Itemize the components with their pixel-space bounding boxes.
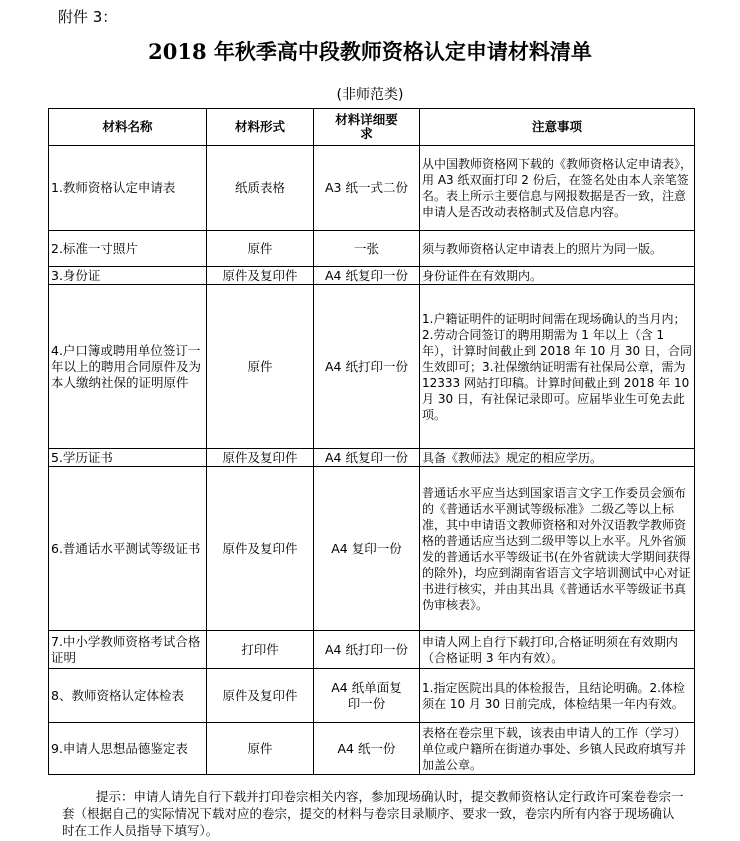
- material-name: 9.申请人思想品德鉴定表: [49, 723, 207, 775]
- page-title: 2018 年秋季高中段教师资格认定申请材料清单: [148, 39, 592, 64]
- material-name: 3.身份证: [49, 267, 207, 285]
- material-note: 身份证件在有效期内。: [420, 267, 695, 285]
- material-name: 8、教师资格认定体检表: [49, 669, 207, 723]
- table-row: [49, 669, 695, 723]
- material-note: 具备《教师法》规定的相应学历。: [420, 449, 695, 467]
- table-row: [49, 267, 695, 285]
- material-note: 从中国教师资格网下载的《教师资格认定申请表》，用 A3 纸双面打印 2 份后，在签名处由本人亲笔签名。表上所示主要信息与网报数据是否一致，注意申请人是否改动表格制式及信息内容。: [420, 146, 695, 231]
- material-form: 原件及复印件: [207, 267, 314, 285]
- material-form: 纸质表格: [207, 146, 314, 231]
- material-requirement: A3 纸一式二份: [314, 146, 420, 231]
- header-material-form: 材料形式: [207, 109, 314, 146]
- material-requirement: A4 纸打印一份: [314, 631, 420, 669]
- material-name: 1.教师资格认定申请表: [49, 146, 207, 231]
- material-form: 打印件: [207, 631, 314, 669]
- table-row: [49, 231, 695, 267]
- material-name: 7.中小学教师资格考试合格证明: [49, 631, 207, 669]
- material-note: 须与教师资格认定申请表上的照片为同一版。: [420, 231, 695, 267]
- material-note: 普通话水平应当达到国家语言文字工作委员会颁布的《普通话水平测试等级标准》二级乙等以上标准，其中申请语文教师资格和对外汉语教学教师资格的普通话应当达到二级甲等以上水平。凡外省颁发的普通话水平等级证书(在外省就读大学期间获得的除外)，均应到湖南省语言文字培训测试中心对证书进行核实，并由其出具《普通话水平等级证书真伪审核表》。: [420, 467, 695, 631]
- material-note: 1.指定医院出具的体检报告，且结论明确。2.体检须在 10 月 30 日前完成，体检结果一年内有效。: [420, 669, 695, 723]
- header-material-name: 材料名称: [49, 109, 207, 146]
- material-form: 原件: [207, 285, 314, 449]
- material-requirement: A4 纸打印一份: [314, 285, 420, 449]
- material-name: 2.标准一寸照片: [49, 231, 207, 267]
- material-requirement: A4 纸一份: [314, 723, 420, 775]
- material-requirement: A4 纸复印一份: [314, 267, 420, 285]
- table-row: [49, 467, 695, 631]
- material-requirement: A4 纸复印一份: [314, 449, 420, 467]
- material-name: 6.普通话水平测试等级证书: [49, 467, 207, 631]
- material-note: 表格在卷宗里下载，该表由申请人的工作（学习）单位或户籍所在街道办事处、乡镇人民政府填写并加盖公章。: [420, 723, 695, 775]
- material-form: 原件: [207, 231, 314, 267]
- material-name: 4.户口簿或聘用单位签订一年以上的聘用合同原件及为本人缴纳社保的证明原件: [49, 285, 207, 449]
- material-form: 原件: [207, 723, 314, 775]
- header-notes: 注意事项: [420, 109, 695, 146]
- material-note: 1.户籍证明件的证明时间需在现场确认的当月内；2.劳动合同签订的聘用期需为 1 年以上（含 1 年），计算时间截止到 2018 年 10 月 30 日，合同生效即可；3.社保缴纳证明需有社保局公章，需为 12333 网站打印稿。计算时间截止到 2018 年 10 月 30 日，有社保记录即可。应届毕业生可免去此项。: [420, 285, 695, 449]
- page-subtitle: (非师范类): [336, 87, 404, 103]
- header-material-requirement: 材料详细要求: [314, 109, 420, 146]
- table-row: [49, 146, 695, 231]
- table-row: [49, 723, 695, 775]
- material-form: 原件及复印件: [207, 669, 314, 723]
- attachment-label: 附件 3：: [58, 8, 118, 26]
- material-requirement: A4 复印一份: [314, 467, 420, 631]
- material-requirement: A4 纸单面复印一份: [314, 669, 420, 723]
- material-note: 申请人网上自行下载打印,合格证明须在有效期内（合格证明 3 年内有效）。: [420, 631, 695, 669]
- table-row: [49, 285, 695, 449]
- materials-table: [48, 108, 695, 775]
- material-form: 原件及复印件: [207, 467, 314, 631]
- table-row: [49, 631, 695, 669]
- material-requirement: 一张: [314, 231, 420, 267]
- table-header-row: [49, 109, 695, 146]
- material-name: 5.学历证书: [49, 449, 207, 467]
- material-form: 原件及复印件: [207, 449, 314, 467]
- footnote: 提示：申请人请先自行下载并打印卷宗相关内容，参加现场确认时，提交教师资格认定行政许可案卷卷宗一套（根据自己的实际情况下载对应的卷宗，提交的材料与卷宗目录顺序、要求一致，卷宗内所有内容于现场确认时在工作人员指导下填写）。: [62, 789, 684, 838]
- table-row: [49, 449, 695, 467]
